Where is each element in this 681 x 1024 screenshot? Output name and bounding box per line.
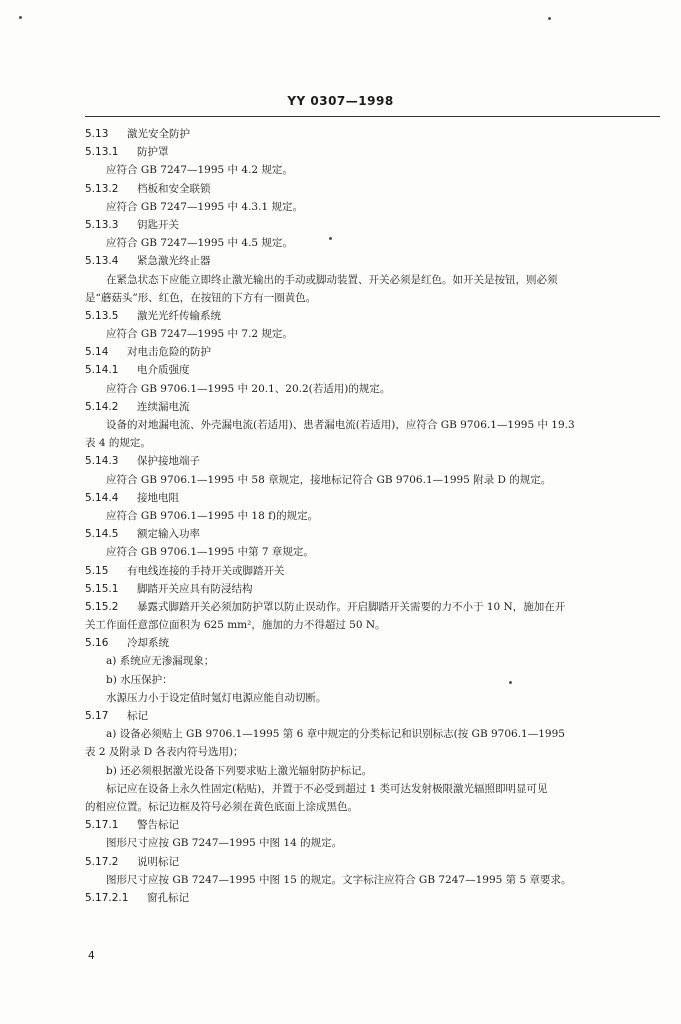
scan-speck	[329, 237, 332, 240]
section-heading	[85, 489, 660, 507]
document-body	[85, 125, 660, 907]
paragraph-line: 应符合 GB 9706.1—1995 中 18 f)的规定。	[106, 509, 319, 522]
section-title: 保护接地端子	[137, 455, 200, 468]
section-heading	[85, 634, 660, 652]
section-number: 5.15	[85, 564, 109, 577]
section-number: 5.14.2	[85, 400, 119, 413]
section-heading	[85, 143, 660, 161]
paragraph-line: 应符合 GB 7247—1995 中 7.2 规定。	[106, 328, 293, 341]
paragraph-continuation: 是“蘑菇头”形、红色，在按钮的下方有一圈黄色。	[85, 291, 317, 304]
section-title: 警告标记	[137, 819, 179, 832]
section-heading	[85, 562, 660, 580]
section-title: 标记	[127, 710, 148, 722]
section-title: 窗孔标记	[147, 891, 189, 904]
scan-speck	[509, 681, 512, 684]
scan-speck	[19, 16, 22, 19]
paragraph-continuation: 表 4 的规定。	[85, 437, 151, 450]
section-number: 5.17	[85, 710, 109, 722]
header-rule	[85, 116, 660, 117]
paragraph-line: 应符合 GB 9706.1—1995 中 20.1、20.2(若适用)的规定。	[106, 382, 391, 395]
section-heading	[85, 580, 660, 598]
section-number: 5.17.2.1	[85, 891, 129, 904]
section-heading	[85, 816, 660, 834]
paragraph-line: 应符合 GB 9706.1—1995 中第 7 章规定。	[106, 546, 314, 559]
section-heading	[85, 525, 660, 543]
section-title: 钥匙开关	[137, 218, 179, 231]
section-heading	[85, 252, 660, 270]
paragraph-line: b) 还必须根据激光设备下列要求贴上激光辐射防护标记。	[106, 764, 373, 777]
paragraph-line: 应符合 GB 7247—1995 中 4.2 规定。	[106, 164, 293, 177]
paragraph-line: b) 水压保护：	[106, 673, 173, 686]
paragraph-line: 在紧急状态下应能立即终止激光输出的手动或脚动装置、开关必须是红色。如开关是按钮，则必须	[106, 273, 558, 286]
section-title: 冷却系统	[127, 637, 169, 650]
section-number: 5.13	[85, 128, 109, 140]
paragraph-line: 应符合 GB 9706.1—1995 中 58 章规定，接地标记符合 GB 9706.1—1995 附录 D 的规定。	[106, 473, 552, 486]
section-number: 5.16	[85, 637, 109, 650]
section-heading	[85, 853, 660, 871]
section-number: 5.15.1	[85, 582, 119, 595]
scan-speck	[548, 17, 551, 20]
section-number: 5.13.3	[85, 218, 119, 231]
section-number: 5.14.1	[85, 364, 119, 377]
section-title: 档板和安全联锁	[137, 182, 211, 195]
paragraph-line: 设备的对地漏电流、外壳漏电流(若适用)、患者漏电流(若适用)，应符合 GB 9706.1—1995 中 19.3	[106, 419, 575, 431]
paragraph-continuation: 的相应位置。标记边框及符号必须在黄色底面上涂成黑色。	[85, 800, 358, 813]
section-title: 电介质强度	[137, 364, 190, 377]
section-title: 激光光纤传输系统	[137, 309, 221, 322]
section-heading	[85, 125, 660, 143]
section-title: 激光安全防护	[127, 128, 190, 140]
section-title: 接地电阻	[137, 491, 179, 504]
paragraph-line: 图形尺寸应按 GB 7247—1995 中图 14 的规定。	[106, 837, 343, 850]
section-title: 有电线连接的手持开关或脚踏开关	[127, 564, 285, 577]
section-number: 5.13.4	[85, 255, 119, 268]
paragraph-line: a) 设备必须贴上 GB 9706.1—1995 第 6 章中规定的分类标记和识别标志(按 GB 9706.1—1995	[106, 728, 565, 741]
paragraph-line: 标记应在设备上永久性固定(粘贴)，并置于不必受到超过 1 类可达发射极限激光辐照即明显可见	[106, 782, 548, 795]
section-heading	[85, 343, 660, 361]
section-number: 5.17.2	[85, 855, 119, 868]
section-heading	[85, 707, 660, 725]
section-number: 5.14.4	[85, 491, 119, 504]
paragraph-line: 水源压力小于设定值时氪灯电源应能自动切断。	[106, 691, 327, 704]
page-number: 4	[88, 950, 95, 962]
section-title: 暴露式脚踏开关必须加防护罩以防止误动作。开启脚踏开关需要的力不小于 10 N，施加在开	[137, 600, 566, 613]
section-heading	[85, 180, 660, 198]
standard-code-header: YY 0307—1998	[287, 94, 394, 108]
paragraph-continuation: 关工作面任意部位面积为 625 mm²，施加的力不得超过 50 N。	[85, 619, 386, 632]
paragraph-line: a) 系统应无渗漏现象；	[106, 655, 215, 668]
paragraph-line: 应符合 GB 7247—1995 中 4.3.1 规定。	[106, 200, 303, 213]
section-heading	[85, 307, 660, 325]
section-title: 额定输入功率	[137, 528, 200, 541]
section-heading	[85, 361, 660, 379]
section-number: 5.17.1	[85, 819, 119, 832]
section-number: 5.13.5	[85, 309, 119, 322]
section-title: 紧急激光终止器	[137, 255, 211, 268]
section-number: 5.15.2	[85, 600, 119, 613]
section-heading	[85, 216, 660, 234]
section-title: 脚踏开关应具有防浸结构	[137, 582, 253, 595]
section-heading	[85, 452, 660, 470]
section-number: 5.14.5	[85, 528, 119, 541]
section-heading	[85, 398, 660, 416]
paragraph-line: 应符合 GB 7247—1995 中 4.5 规定。	[106, 237, 293, 250]
section-title: 防护罩	[137, 146, 169, 159]
section-title: 说明标记	[137, 855, 179, 868]
section-number: 5.14.3	[85, 455, 119, 468]
section-number: 5.13.1	[85, 146, 119, 159]
paragraph-continuation: 表 2 及附录 D 各表内符号选用)；	[85, 746, 244, 759]
paragraph-line: 图形尺寸应按 GB 7247—1995 中图 15 的规定。文字标注应符合 GB 7247—1995 第 5 章要求。	[106, 873, 572, 886]
section-number: 5.14	[85, 346, 109, 359]
section-heading	[85, 598, 660, 616]
section-title: 对电击危险的防护	[127, 346, 211, 359]
section-number: 5.13.2	[85, 182, 119, 195]
section-heading	[85, 889, 660, 907]
section-title: 连续漏电流	[137, 400, 190, 413]
